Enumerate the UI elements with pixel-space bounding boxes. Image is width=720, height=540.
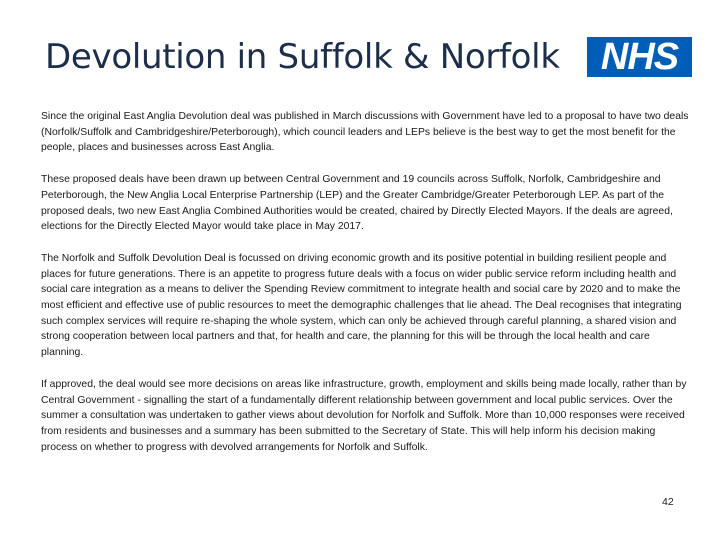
page-title: Devolution in Suffolk & Norfolk (45, 37, 560, 77)
nhs-logo-text: NHS (600, 36, 679, 78)
paragraph-4: If approved, the deal would see more decisions on areas like infrastructure, growth, employment and skills being made locally, rather than by Central Government - signalling the start of a fundamentally different relationship between government and local public services. Over the summer a consultation was undertaken to gather views about devolution for Norfolk and Suffolk. More than 10,000 responses were received from residents and businesses and a summary has been submitted to the Secretary of State. This will help inform his decision making process on whether to progress with devolved arrangements for Norfolk and Suffolk. (41, 378, 687, 453)
page-number: 42 (662, 496, 674, 508)
paragraph-2: These proposed deals have been drawn up between Central Government and 19 councils across Suffolk, Norfolk, Cambridgeshire and Peterborough, the New Anglia Local Enterprise Partnership (LEP) and the Greater Cambridge/Greater Peterborough LEP. As part of the proposed deals, two new East Anglia Combined Authorities would be created, chaired by Directly Elected Mayors. If the deals are agreed, elections for the Directly Elected Mayor would take place in May 2017. (41, 174, 673, 233)
body-text (41, 109, 689, 471)
paragraph-3: The Norfolk and Suffolk Devolution Deal is focussed on driving economic growth and its positive potential in building resilient people and places for future generations. There is an appetite to progress future deals with a focus on wider public service reform including health and social care integration as a means to deliver the Spending Review commitment to integrate health and social care by 2020 and to make the most efficient and effective use of public resources to meet the demographic challenges that lie ahead. The Deal recognises that integrating such complex services will require re-shaping the whole system, which can only be achieved through careful planning, a shared vision and strong cooperation between local partners and that, for health and care, the planning for this will be through the local health and care planning. (41, 252, 682, 359)
paragraph-1: Since the original East Anglia Devolution deal was published in March discussions with Government have led to a proposal to have two deals (Norfolk/Suffolk and Cambridgeshire/Peterborough), which council leaders and LEPs believe is the best way to get the most benefit for the people, places and businesses across East Anglia. (41, 111, 689, 154)
nhs-logo (587, 37, 692, 77)
